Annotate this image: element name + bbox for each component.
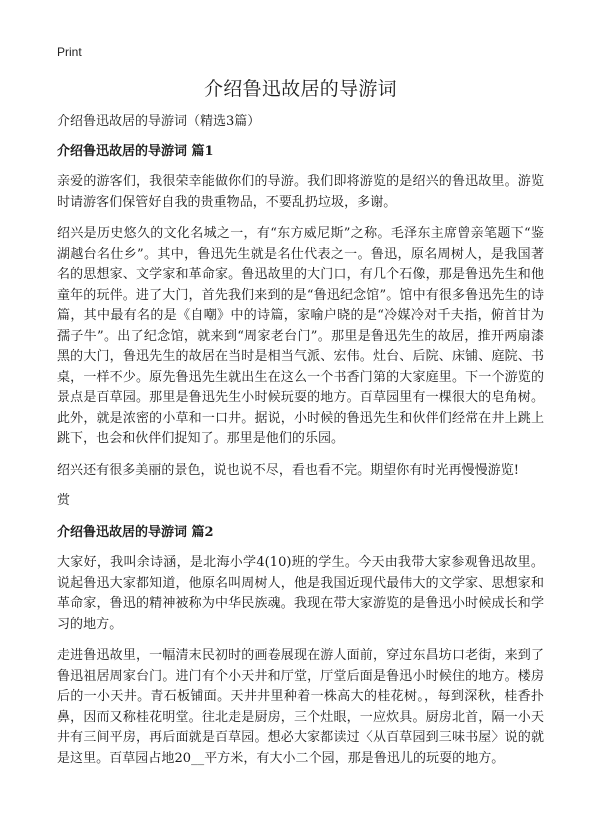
print-label: Print <box>57 45 82 59</box>
section-1-paragraph-2: 绍兴是历史悠久的文化名城之一，有“东方威尼斯”之称。毛泽东主席曾亲笔题下“鉴湖越台名仕乡”。其中，鲁迅先生就是名仕代表之一。鲁迅，原名周树人，是我国著名的思想家、文学家和革命家。鲁迅故里的大门口，有几个石像，那是鲁迅先生和他童年的玩伴。进了大门，首先我们来到的是“鲁迅纪念馆”。馆中有很多鲁迅先生的诗篇，其中最有名的是《自嘲》中的诗篇，家喻户晓的是“冷媒冷对千夫指，俯首甘为孺子牛”。出了纪念馆，就来到“周家老台门”。那里是鲁迅先生的故居，推开两扇漆黑的大门，鲁迅先生的故居在当时是相当气派、宏伟。灶台、后院、床铺、庭院、书桌，一样不少。原先鲁迅先生就出生在这么一个书香门第的大家庭里。下一个游览的景点是百草园。那里是鲁迅先生小时候玩耍的地方。百草园里有一棵很大的皂角树。此外，就是浓密的小草和一口井。据说，小时候的鲁迅先生和伙伴们经常在井上跳上跳下，也会和伙伴们捉知了。那里是他们的乐园。 <box>57 226 544 446</box>
section-1-paragraph-3: 绍兴还有很多美丽的景色，说也说不尽，看也看不完。期望你有时光再慢慢游览! <box>57 462 520 478</box>
section-2-heading: 介绍鲁迅故居的导游词 篇2 <box>57 525 214 540</box>
section-2-paragraph-1: 大家好，我叫余诗涵，是北海小学4(10)班的学生。今天由我带大家参观鲁迅故里。说起鲁迅大家都知道，他原名叫周树人，他是我国近现代最伟大的文学家、思想家和革命家，鲁迅的精神被称为中华民族魂。我现在带大家游览的是鲁迅小时候成长和学习的地方。 <box>57 555 544 632</box>
separator-label: 赏 <box>57 493 71 508</box>
section-1-heading: 介绍鲁迅故居的导游词 篇1 <box>57 144 214 159</box>
page-title: 介绍鲁迅故居的导游词 <box>203 78 397 100</box>
section-2-paragraph-2: 走进鲁迅故里，一幅清末民初时的画卷展现在游人面前，穿过东昌坊口老街，来到了鲁迅祖居周家台门。进门有个小天井和厅堂，厅堂后面是鲁迅小时候住的地方。楼房后的一小天井。青石板铺面。天井井里种着一株高大的桂花树。，每到深秋，桂香扑鼻，因而又称桂花明堂。往北走是厨房，三个灶眼，一应炊具。厨房北首，隔一小天井有三间平房，再后面就是百草园。想必大家都读过〈从百草园到三味书屋〉说的就是这里。百草园占地20__平方米，有大小二个园，那是鲁迅儿的玩耍的地方。 <box>57 648 544 766</box>
document-subtitle: 介绍鲁迅故居的导游词（精选3篇） <box>57 114 261 129</box>
section-1-paragraph-1: 亲爱的游客们，我很荣幸能做你们的导游。我们即将游览的是绍兴的鲁迅故里。游览时请游客们保管好自我的贵重物品，不要乱扔垃圾，多谢。 <box>57 174 544 210</box>
